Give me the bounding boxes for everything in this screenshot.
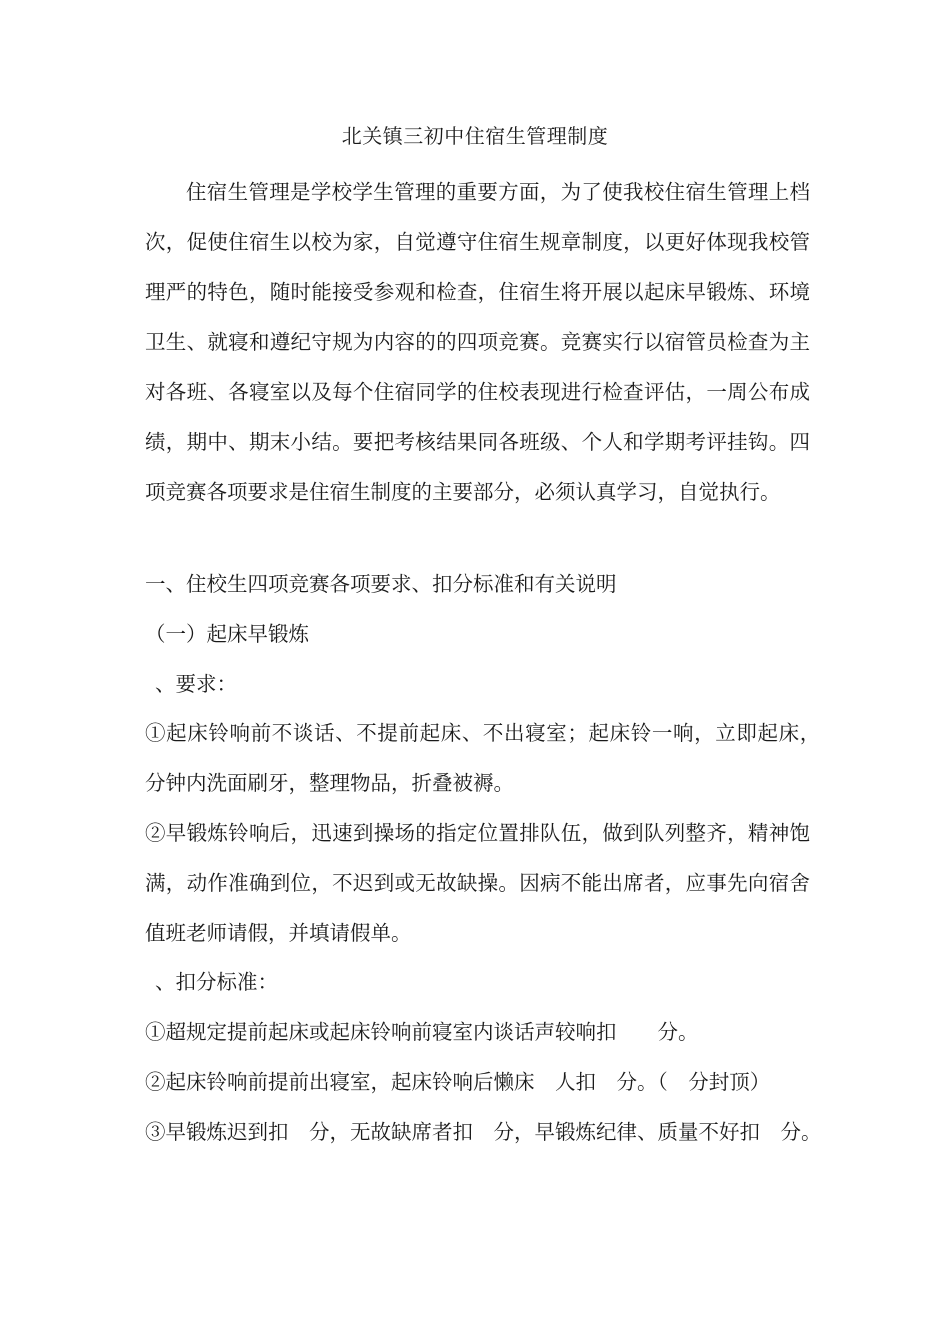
requirement-item-1: ①起床铃响前不谈话、不提前起床、不出寝室；起床铃一响，立即起床， 分钟内洗面刷牙，整理物品，折叠被褥。	[145, 721, 851, 795]
deduction-item-3: ③早锻炼迟到扣 分，无故缺席者扣 分，早锻炼纪律、质量不好扣 分。	[145, 1120, 822, 1144]
deduction-item-1: ①超规定提前起床或起床铃响前寝室内谈话声较响扣 分。	[145, 1020, 699, 1044]
requirements-heading: 、要求：	[155, 672, 237, 696]
deduction-heading: 、扣分标准：	[155, 970, 278, 994]
requirement-item-2: ②早锻炼铃响后，迅速到操场的指定位置排队伍，做到队列整齐，精神饱满，动作准确到位，不迟到或无故缺操。因病不能出席者，应事先向宿舍值班老师请假，并填请假单。	[145, 821, 810, 945]
document-title: 北关镇三初中住宿生管理制度	[341, 124, 609, 148]
deduction-item-2: ②起床铃响前提前出寝室，起床铃响后懒床 人扣 分。（ 分封顶）	[145, 1070, 771, 1094]
section-heading: 一、住校生四项竞赛各项要求、扣分标准和有关说明	[145, 572, 617, 596]
intro-paragraph: 住宿生管理是学校学生管理的重要方面，为了使我校住宿生管理上档次，促使住宿生以校为家，自觉遵守住宿生规章制度，以更好体现我校管理严的特色，随时能接受参观和检查，住宿生将开展以起床早锻炼、环境卫生、就寝和遵纪守规为内容的的四项竞赛。竞赛实行以宿管员检查为主 对各班、各寝室以及每个住宿同学的住校表现进行检查评估，一周公布成绩，期中、期末小结。要把考核结果同各班级、个人和学期考评挂钩。四项竞赛各项要求是住宿生制度的主要部分，必须认真学习，自觉执行。	[145, 180, 810, 504]
subsection-heading: （一）起床早锻炼	[145, 622, 309, 646]
